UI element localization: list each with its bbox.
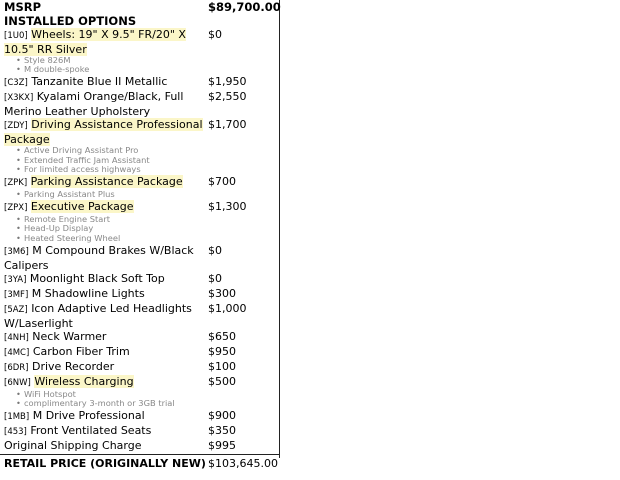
- option-label: Carbon Fiber Trim: [32, 344, 130, 358]
- option-name: [4, 118, 208, 146]
- option-note: • Head-Up Display: [16, 224, 279, 233]
- option-label: M Shadowline Lights: [31, 286, 145, 300]
- option-code: [ZPK]: [4, 178, 28, 189]
- option-note: • Extended Traffic Jam Assistant: [16, 156, 279, 165]
- option-row: [0, 175, 279, 200]
- option-code: [X3KX]: [4, 93, 34, 104]
- option-name: [4, 375, 208, 390]
- option-row: [0, 118, 279, 175]
- option-notes: [4, 56, 279, 75]
- option-note: • complimentary 3-month or 3GB trial: [16, 399, 279, 408]
- option-price: $1,950: [208, 75, 247, 89]
- option-notes: [4, 215, 279, 244]
- option-name: [4, 330, 208, 345]
- option-price: $0: [208, 271, 222, 285]
- option-row: [0, 244, 279, 272]
- option-price: $1,300: [208, 200, 247, 214]
- option-name: [4, 75, 208, 90]
- option-label: Icon Adaptive Led Headlights W/Laserlight: [4, 301, 192, 330]
- option-code: [ZDY]: [4, 121, 28, 132]
- total-label: RETAIL PRICE (ORIGINALLY NEW): [4, 457, 206, 471]
- option-code: [5AZ]: [4, 304, 28, 315]
- option-note: • M double-spoke: [16, 65, 279, 74]
- msrp-row: [0, 0, 279, 14]
- option-price: $1,000: [208, 301, 247, 315]
- option-label: Tanzanite Blue II Metallic: [31, 75, 168, 89]
- option-label: Drive Recorder: [32, 359, 115, 373]
- option-note: • For limited access highways: [16, 165, 279, 174]
- shipping-price: $995: [208, 439, 236, 453]
- options-header-row: [0, 14, 279, 28]
- option-name: [4, 90, 208, 118]
- option-code: [4MC]: [4, 347, 30, 358]
- shipping-label: Original Shipping Charge: [4, 439, 142, 453]
- options-header: INSTALLED OPTIONS: [4, 14, 137, 28]
- option-price: $2,550: [208, 90, 247, 104]
- option-price: $950: [208, 344, 236, 358]
- option-name: [4, 424, 208, 439]
- total-row: [0, 454, 279, 471]
- option-label: M Drive Professional: [32, 409, 145, 423]
- options-list: [0, 28, 279, 439]
- msrp-price: $89,700.00: [208, 0, 281, 14]
- option-row: [0, 330, 279, 345]
- option-row: [0, 424, 279, 439]
- option-row: [0, 302, 279, 330]
- option-code: [3M6]: [4, 246, 29, 257]
- option-notes: [4, 390, 279, 409]
- option-note: • Style 826M: [16, 56, 279, 65]
- option-label: Neck Warmer: [32, 329, 107, 343]
- option-row: [0, 75, 279, 90]
- option-note: • Active Driving Assistant Pro: [16, 146, 279, 155]
- option-price: $500: [208, 374, 236, 388]
- option-row: [0, 360, 279, 375]
- option-price: $350: [208, 424, 236, 438]
- msrp-label: MSRP: [4, 0, 42, 14]
- option-note: • WiFi Hotspot: [16, 390, 279, 399]
- option-name: [4, 345, 208, 360]
- option-label: Kyalami Orange/Black, Full Merino Leather Upholstery: [4, 90, 184, 119]
- option-price: $300: [208, 286, 236, 300]
- option-label: Driving Assistance Professional Package: [4, 118, 203, 147]
- option-row: [0, 272, 279, 287]
- option-name: [4, 302, 208, 330]
- option-code: [ZPX]: [4, 203, 28, 214]
- option-label: Parking Assistance Package: [30, 175, 183, 189]
- option-code: [6NW]: [4, 377, 31, 388]
- option-note: • Remote Engine Start: [16, 215, 279, 224]
- option-code: [3MF]: [4, 289, 29, 300]
- option-label: M Compound Brakes W/Black Calipers: [4, 243, 194, 272]
- option-note: • Heated Steering Wheel: [16, 234, 279, 243]
- option-row: [0, 287, 279, 302]
- option-notes: [4, 146, 279, 175]
- option-row: [0, 409, 279, 424]
- option-name: [4, 244, 208, 272]
- option-name: [4, 28, 208, 56]
- option-row: [0, 375, 279, 409]
- option-price: $0: [208, 28, 222, 41]
- option-label: Wheels: 19" X 9.5" FR/20" X 10.5" RR Silver: [4, 28, 186, 56]
- option-row: [0, 345, 279, 360]
- option-notes: [4, 190, 279, 200]
- option-label: Executive Package: [30, 200, 134, 214]
- option-price: $650: [208, 329, 236, 343]
- option-price: $1,700: [208, 118, 247, 132]
- option-label: Front Ventilated Seats: [30, 424, 152, 438]
- option-code: [C3Z]: [4, 78, 28, 89]
- option-note: • Parking Assistant Plus: [16, 190, 279, 199]
- option-price: $900: [208, 409, 236, 423]
- option-price: $700: [208, 175, 236, 189]
- option-name: [4, 200, 208, 215]
- shipping-row: [0, 439, 279, 452]
- option-label: Moonlight Black Soft Top: [29, 271, 165, 285]
- option-code: [453]: [4, 427, 27, 438]
- option-code: [1MB]: [4, 412, 30, 423]
- option-row: [0, 28, 279, 75]
- option-name: [4, 287, 208, 302]
- option-name: [4, 272, 208, 287]
- option-code: [4NH]: [4, 332, 29, 343]
- option-code: [6DR]: [4, 362, 29, 373]
- window-sticker: [0, 0, 281, 471]
- option-name: [4, 409, 208, 424]
- option-label: Wireless Charging: [34, 374, 134, 388]
- option-code: [1U0]: [4, 31, 28, 41]
- option-name: [4, 175, 208, 190]
- option-row: [0, 90, 279, 118]
- option-price: $0: [208, 243, 222, 257]
- option-code: [3YA]: [4, 274, 27, 285]
- option-row: [0, 200, 279, 244]
- option-name: [4, 360, 208, 375]
- option-price: $100: [208, 359, 236, 373]
- total-price: $103,645.00: [208, 457, 278, 471]
